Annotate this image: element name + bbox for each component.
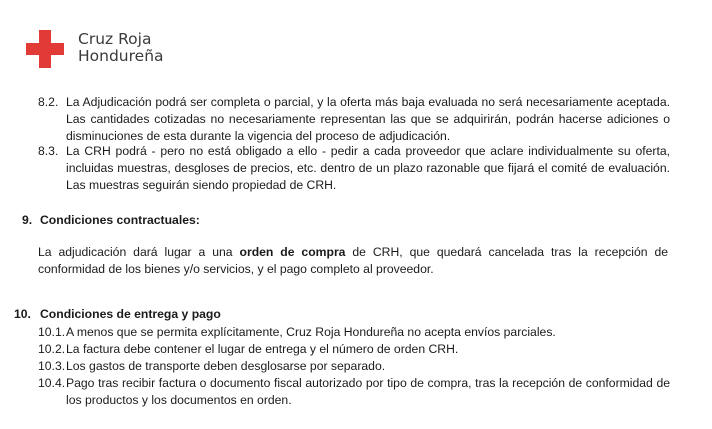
item-10-2-number: 10.2. (38, 342, 66, 356)
item-10-1-text: A menos que se permita explícitamente, Cruz Roja Hondureña no acepta envíos parciales. (66, 325, 556, 339)
section-9-title: Condiciones contractuales: (40, 213, 200, 227)
item-10-2-text: La factura debe contener el lugar de entrega y el número de orden CRH. (66, 342, 459, 356)
red-cross-icon (26, 30, 64, 68)
item-10-4-text: Pago tras recibir factura o documento fiscal autorizado por tipo de compra, tras la recepción de conformidad de los productos y los documentos en orden. (66, 376, 670, 407)
section-10-number: 10. (14, 307, 31, 321)
section-10-title: Condiciones de entrega y pago (40, 307, 221, 321)
section-9-bold-term: orden de compra (239, 245, 346, 259)
org-name-line2: Hondureña (78, 47, 164, 65)
item-8-3-number: 8.3. (38, 144, 59, 158)
item-8-3-text: La CRH podrá - pero no está obligado a ello - pedir a cada proveedor que aclare individualmente su oferta, incluidas muestras, desgloses de precios, etc. dentro de un plazo razonable que fijará el comité de evaluación. Las muestras seguirán siendo propiedad de CRH. (66, 144, 670, 192)
item-10-3-number: 10.3. (38, 359, 66, 373)
org-name-line1: Cruz Roja (78, 30, 152, 48)
item-8-2-text: La Adjudicación podrá ser completa o parcial, y la oferta más baja evaluada no será necesariamente aceptada. Las cantidades cotizadas no necesariamente representan las que se adquirirán, podrán hacerse adiciones o disminuciones de esta durante la vigencia del proceso de adjudicación. (66, 95, 670, 143)
item-10-1-number: 10.1. (38, 325, 66, 339)
section-9-text-after: de CRH, que quedará cancelada tras la recepción de conformidad de los bienes y/o servicios, y el pago completo al proveedor. (38, 245, 668, 276)
org-name (78, 31, 164, 65)
item-10-3-text: Los gastos de transporte deben desglosarse por separado. (66, 359, 386, 373)
section-9-number: 9. (22, 213, 33, 227)
item-8-2-number: 8.2. (38, 95, 59, 109)
item-10-4-number: 10.4. (38, 376, 66, 390)
section-9-text-before: La adjudicación dará lugar a una (38, 245, 240, 259)
section-9-paragraph (38, 244, 668, 278)
